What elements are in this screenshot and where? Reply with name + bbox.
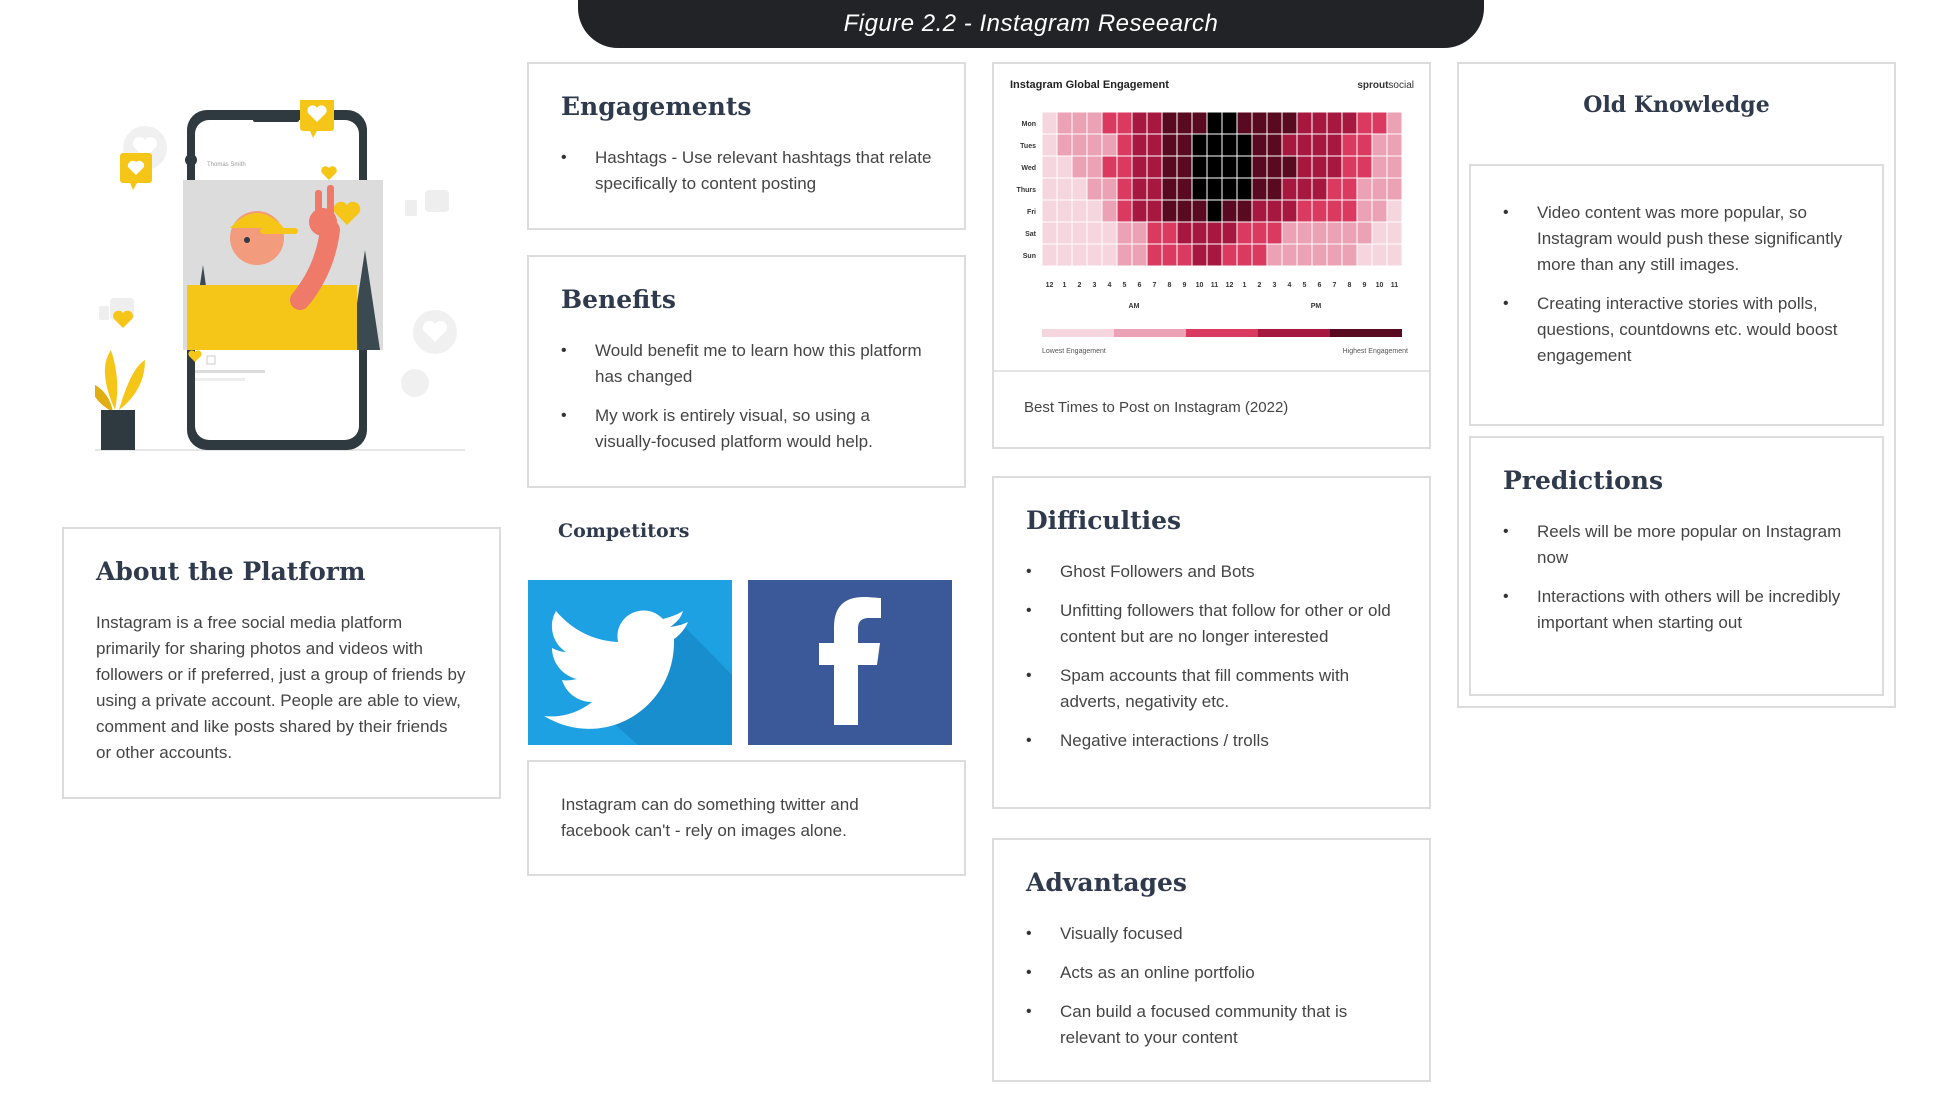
heatmap-cell: [1312, 200, 1327, 222]
column-label: 2: [1077, 282, 1082, 289]
difficulties-title: Difficulties: [1026, 506, 1182, 535]
heatmap-cell: [1147, 200, 1162, 222]
about-platform-title: About the Platform: [96, 557, 366, 586]
predictions-card: [1469, 436, 1884, 696]
heatmap-cell: [1222, 156, 1237, 178]
column-label: 1: [1062, 282, 1067, 289]
facebook-logo: [748, 580, 952, 745]
column-label: 9: [1362, 282, 1367, 289]
benefits-card: [527, 255, 966, 488]
heatmap-cell: [1252, 112, 1267, 134]
heatmap-cell: [1102, 244, 1117, 266]
heatmap-cell: [1252, 156, 1267, 178]
legend-swatch: [1330, 329, 1402, 337]
column-label: 3: [1272, 282, 1277, 289]
heatmap-cell: [1222, 134, 1237, 156]
heatmap-cell: [1042, 134, 1057, 156]
column-label: 11: [1210, 282, 1219, 289]
row-label: Sat: [1025, 231, 1036, 238]
column-label: 7: [1332, 282, 1337, 289]
row-label: Fri: [1027, 209, 1036, 216]
heatmap-cell: [1207, 244, 1222, 266]
heatmap-cell: [1252, 134, 1267, 156]
heatmap-cell: [1057, 134, 1072, 156]
phone-icon: [183, 110, 383, 450]
column-label: 11: [1390, 282, 1399, 289]
engagements-card: [527, 62, 966, 230]
old-knowledge-card: [1469, 164, 1884, 426]
competitors-caption-card: [527, 760, 966, 876]
heatmap-cell: [1162, 244, 1177, 266]
heatmap-cell: [1297, 178, 1312, 200]
advantages-title: Advantages: [1026, 868, 1187, 897]
heatmap-cell: [1102, 156, 1117, 178]
heatmap-cell: [1117, 178, 1132, 200]
heatmap-cell: [1042, 244, 1057, 266]
heatmap-cell: [1282, 112, 1297, 134]
heatmap-cell: [1222, 200, 1237, 222]
heatmap-cell: [1192, 156, 1207, 178]
heatmap-cell: [1297, 222, 1312, 244]
predictions-item: • Interactions with others will be incredibly important when starting out: [1503, 584, 1850, 636]
heatmap-cell: [1132, 200, 1147, 222]
heatmap-cell: [1132, 156, 1147, 178]
heatmap-cell: [1282, 200, 1297, 222]
heatmap-cell: [1087, 178, 1102, 200]
heatmap-cell: [1267, 134, 1282, 156]
heatmap-cell: [1342, 200, 1357, 222]
heatmap-cell: [1372, 156, 1387, 178]
facebook-icon: [748, 580, 952, 745]
heatmap-cell: [1327, 200, 1342, 222]
heatmap-cell: [1207, 134, 1222, 156]
heatmap-cell: [1177, 244, 1192, 266]
about-platform-card: [62, 527, 501, 799]
competitors-title: Competitors: [558, 520, 690, 542]
heatmap-cell: [1297, 244, 1312, 266]
heatmap-cell: [1102, 200, 1117, 222]
heatmap-cell: [1147, 112, 1162, 134]
legend-low-label: Lowest Engagement: [1042, 348, 1106, 355]
twitter-icon: [528, 580, 732, 745]
heatmap-cell: [1342, 222, 1357, 244]
heatmap-cell: [1342, 178, 1357, 200]
heatmap-cell: [1267, 112, 1282, 134]
competitors-caption: Instagram can do something twitter and facebook can't - rely on images alone.: [561, 795, 859, 840]
heatmap-cell: [1312, 112, 1327, 134]
heatmap-cell: [1312, 222, 1327, 244]
heatmap-cell: [1267, 222, 1282, 244]
heatmap-cell: [1177, 134, 1192, 156]
column-label: 8: [1347, 282, 1352, 289]
like-icon: [405, 190, 449, 216]
figure-title: Figure 2.2 - Instagram Reseearch: [843, 10, 1219, 37]
heatmap-cell: [1057, 222, 1072, 244]
heatmap-cell: [1237, 178, 1252, 200]
engagements-title: Engagements: [561, 92, 752, 121]
heatmap-cell: [1117, 112, 1132, 134]
heatmap-cell: [1297, 112, 1312, 134]
heatmap-cell: [1327, 244, 1342, 266]
column-label: 6: [1317, 282, 1322, 289]
heatmap-cell: [1207, 178, 1222, 200]
old-knowledge-title: Old Knowledge: [1583, 92, 1770, 118]
heatmap-cell: [1237, 200, 1252, 222]
heatmap-cell: [1087, 200, 1102, 222]
legend-swatch: [1186, 329, 1258, 337]
difficulties-item: • Unfitting followers that follow for other or old content but are no longer interested: [1026, 598, 1397, 650]
heatmap-cell: [1117, 244, 1132, 266]
difficulties-card: [992, 476, 1431, 809]
heatmap-cell: [1207, 222, 1222, 244]
heatmap-cell: [1207, 200, 1222, 222]
predictions-item: • Reels will be more popular on Instagram now: [1503, 519, 1850, 571]
benefits-title: Benefits: [561, 285, 676, 314]
svg-text:Thomas Smith: Thomas Smith: [207, 162, 246, 168]
heatmap-cell: [1252, 244, 1267, 266]
heatmap-cell: [1387, 222, 1402, 244]
heatmap-cell: [1177, 112, 1192, 134]
heatmap-cell: [1087, 156, 1102, 178]
heatmap-cell: [1267, 244, 1282, 266]
figure-title-banner: [578, 0, 1484, 48]
heatmap-cell: [1327, 134, 1342, 156]
row-label: Tues: [1020, 143, 1036, 150]
heatmap-cell: [1357, 156, 1372, 178]
heatmap-cell: [1387, 112, 1402, 134]
engagements-item: • Hashtags - Use relevant hashtags that relate specifically to content posting: [561, 145, 932, 197]
heatmap-cell: [1237, 244, 1252, 266]
heatmap-cell: [1072, 222, 1087, 244]
difficulties-item: • Negative interactions / trolls: [1026, 728, 1397, 754]
heatmap-cell: [1282, 156, 1297, 178]
heatmap-cell: [1282, 222, 1297, 244]
heatmap-cell: [1147, 156, 1162, 178]
heatmap-cell: [1357, 134, 1372, 156]
heatmap-cell: [1072, 178, 1087, 200]
heatmap-cell: [1297, 134, 1312, 156]
heatmap-cell: [1282, 134, 1297, 156]
heart-icon: [413, 310, 457, 354]
heatmap-cell: [1177, 200, 1192, 222]
heatmap-cell: [1372, 244, 1387, 266]
column-label: 4: [1107, 282, 1112, 289]
heatmap-cell: [1072, 112, 1087, 134]
heatmap-cell: [1327, 222, 1342, 244]
column-label: 2: [1257, 282, 1262, 289]
heatmap-cell: [1162, 200, 1177, 222]
heatmap-cell: [1342, 156, 1357, 178]
heatmap-cell: [1057, 156, 1072, 178]
heatmap-cell: [1147, 134, 1162, 156]
heatmap-cell: [1357, 112, 1372, 134]
column-label: 12: [1225, 282, 1234, 289]
row-label: Wed: [1021, 165, 1036, 172]
heart-icon: [401, 369, 429, 397]
heatmap-cell: [1297, 156, 1312, 178]
heatmap-cell: [1147, 244, 1162, 266]
heatmap-cell: [1147, 222, 1162, 244]
heatmap-cell: [1162, 134, 1177, 156]
heatmap-cell: [1252, 178, 1267, 200]
heatmap-cell: [1267, 156, 1282, 178]
column-label: 1: [1242, 282, 1247, 289]
heatmap-cell: [1057, 112, 1072, 134]
heatmap-cell: [1192, 134, 1207, 156]
heatmap-cell: [1132, 134, 1147, 156]
heatmap-cell: [1192, 112, 1207, 134]
heatmap-cell: [1162, 112, 1177, 134]
heatmap-cell: [1237, 112, 1252, 134]
legend-swatch: [1258, 329, 1330, 337]
heatmap-cell: [1117, 222, 1132, 244]
heatmap-cell: [1042, 222, 1057, 244]
advantages-card: [992, 838, 1431, 1082]
column-label: 5: [1122, 282, 1127, 289]
heatmap-cell: [1057, 178, 1072, 200]
heatmap-cell: [1177, 178, 1192, 200]
benefits-item: • My work is entirely visual, so using a visually-focused platform would help.: [561, 403, 932, 455]
heatmap-cell: [1327, 178, 1342, 200]
heatmap-cell: [1312, 156, 1327, 178]
heatmap-cell: [1042, 200, 1057, 222]
legend-swatch: [1114, 329, 1186, 337]
predictions-title: Predictions: [1503, 466, 1664, 495]
column-label: 6: [1137, 282, 1142, 289]
heatmap-cell: [1387, 134, 1402, 156]
heatmap-cell: [1342, 244, 1357, 266]
heatmap-cell: [1042, 112, 1057, 134]
heatmap-cell: [1117, 134, 1132, 156]
column-label: 9: [1182, 282, 1187, 289]
heatmap-cell: [1312, 178, 1327, 200]
heatmap-cell: [1072, 244, 1087, 266]
brand-suffix: social: [1388, 80, 1414, 91]
row-label: Sun: [1022, 253, 1036, 260]
heatmap-cell: [1357, 222, 1372, 244]
brand-prefix: sprout: [1357, 80, 1389, 91]
row-label: Mon: [1021, 121, 1036, 128]
advantages-item: • Visually focused: [1026, 921, 1397, 947]
plant-icon: [95, 350, 145, 450]
heatmap-cell: [1057, 200, 1072, 222]
heatmap-cell: [1222, 222, 1237, 244]
heatmap-cell: [1102, 134, 1117, 156]
heatmap-cell: [1252, 222, 1267, 244]
heatmap-cell: [1132, 222, 1147, 244]
twitter-logo: [528, 580, 732, 745]
heatmap-cell: [1372, 200, 1387, 222]
heatmap-cell: [1177, 156, 1192, 178]
old-knowledge-item: • Video content was more popular, so Instagram would push these significantly more than any still images.: [1503, 200, 1850, 278]
advantages-item: • Acts as an online portfolio: [1026, 960, 1397, 986]
row-label: Thurs: [1016, 187, 1036, 194]
column-label: 8: [1167, 282, 1172, 289]
column-label: 10: [1195, 282, 1204, 289]
heatmap-cell: [1387, 156, 1402, 178]
old-knowledge-item: • Creating interactive stories with polls, questions, countdowns etc. would boost engagement: [1503, 291, 1850, 369]
heatmap-cell: [1297, 200, 1312, 222]
heatmap-cell: [1387, 244, 1402, 266]
heatmap-cell: [1042, 156, 1057, 178]
column-label: 3: [1092, 282, 1097, 289]
heatmap-cell: [1192, 200, 1207, 222]
advantages-item: • Can build a focused community that is relevant to your content: [1026, 999, 1397, 1051]
heatmap-cell: [1222, 178, 1237, 200]
heart-icon: [120, 153, 152, 190]
heatmap-cell: [1117, 200, 1132, 222]
heatmap-cell: [1237, 156, 1252, 178]
heatmap-cell: [1222, 112, 1237, 134]
column-label: 12: [1045, 282, 1054, 289]
heatmap-cell: [1087, 244, 1102, 266]
heatmap-cell: [1072, 200, 1087, 222]
heatmap-cell: [1162, 156, 1177, 178]
heatmap-cell: [1252, 200, 1267, 222]
about-platform-body: Instagram is a free social media platform primarily for sharing photos and videos with followers or if preferred, just a group of friends by using a private account. People are able to view, comment and like posts shared by their friends or other accounts.: [96, 613, 466, 762]
heatmap-cell: [1057, 244, 1072, 266]
heatmap-cell: [1267, 178, 1282, 200]
heatmap-cell: [1072, 134, 1087, 156]
heatmap-cell: [1177, 222, 1192, 244]
heatmap-cell: [1192, 244, 1207, 266]
heatmap-cell: [1207, 156, 1222, 178]
heatmap-cell: [1267, 200, 1282, 222]
heatmap-cell: [1372, 112, 1387, 134]
heatmap-cell: [1387, 178, 1402, 200]
heatmap-cell: [1132, 244, 1147, 266]
heatmap-cell: [1087, 222, 1102, 244]
heatmap-cell: [1132, 112, 1147, 134]
instagram-illustration: [95, 100, 475, 460]
heatmap-cell: [1192, 178, 1207, 200]
column-label: 10: [1375, 282, 1384, 289]
heatmap-cell: [1387, 200, 1402, 222]
column-label: 5: [1302, 282, 1307, 289]
column-label: 4: [1287, 282, 1292, 289]
heatmap-cell: [1357, 178, 1372, 200]
benefits-item: • Would benefit me to learn how this platform has changed: [561, 338, 932, 390]
heatmap-cell: [1357, 244, 1372, 266]
engagement-heatmap: [994, 64, 1429, 376]
legend-high-label: Highest Engagement: [1342, 348, 1408, 355]
heatmap-cell: [1357, 200, 1372, 222]
heatmap-cell: [1282, 178, 1297, 200]
heatmap-cell: [1327, 156, 1342, 178]
heatmap-cell: [1312, 134, 1327, 156]
heatmap-cell: [1087, 134, 1102, 156]
heatmap-cell: [1237, 134, 1252, 156]
heatmap-divider: [994, 370, 1429, 372]
heatmap-cell: [1342, 112, 1357, 134]
heatmap-cell: [1282, 244, 1297, 266]
heatmap-cell: [1162, 222, 1177, 244]
difficulties-item: • Ghost Followers and Bots: [1026, 559, 1397, 585]
sproutsocial-logo: [1357, 80, 1414, 91]
column-label: 7: [1152, 282, 1157, 289]
heatmap-cell: [1102, 178, 1117, 200]
column-group-pm: PM: [1310, 303, 1322, 310]
heatmap-cell: [1132, 178, 1147, 200]
heatmap-cell: [1312, 244, 1327, 266]
legend-swatch: [1042, 329, 1114, 337]
heatmap-cell: [1237, 222, 1252, 244]
heatmap-cell: [1117, 156, 1132, 178]
heatmap-cell: [1207, 112, 1222, 134]
heatmap-title: Instagram Global Engagement: [1010, 79, 1169, 91]
heatmap-cell: [1372, 222, 1387, 244]
heatmap-cell: [1372, 178, 1387, 200]
heatmap-cell: [1342, 134, 1357, 156]
heatmap-cell: [1102, 112, 1117, 134]
heatmap-cell: [1147, 178, 1162, 200]
heatmap-cell: [1192, 222, 1207, 244]
heatmap-caption: Best Times to Post on Instagram (2022): [1024, 399, 1289, 416]
column-group-am: AM: [1128, 303, 1140, 310]
heatmap-cell: [1072, 156, 1087, 178]
difficulties-item: • Spam accounts that fill comments with adverts, negativity etc.: [1026, 663, 1397, 715]
heatmap-card: [992, 62, 1431, 449]
heatmap-cell: [1102, 222, 1117, 244]
heatmap-cell: [1087, 112, 1102, 134]
heatmap-cell: [1372, 134, 1387, 156]
heatmap-cell: [1162, 178, 1177, 200]
heatmap-cell: [1042, 178, 1057, 200]
heatmap-cell: [1327, 112, 1342, 134]
heatmap-cell: [1222, 244, 1237, 266]
knowledge-panel: [1457, 62, 1896, 708]
